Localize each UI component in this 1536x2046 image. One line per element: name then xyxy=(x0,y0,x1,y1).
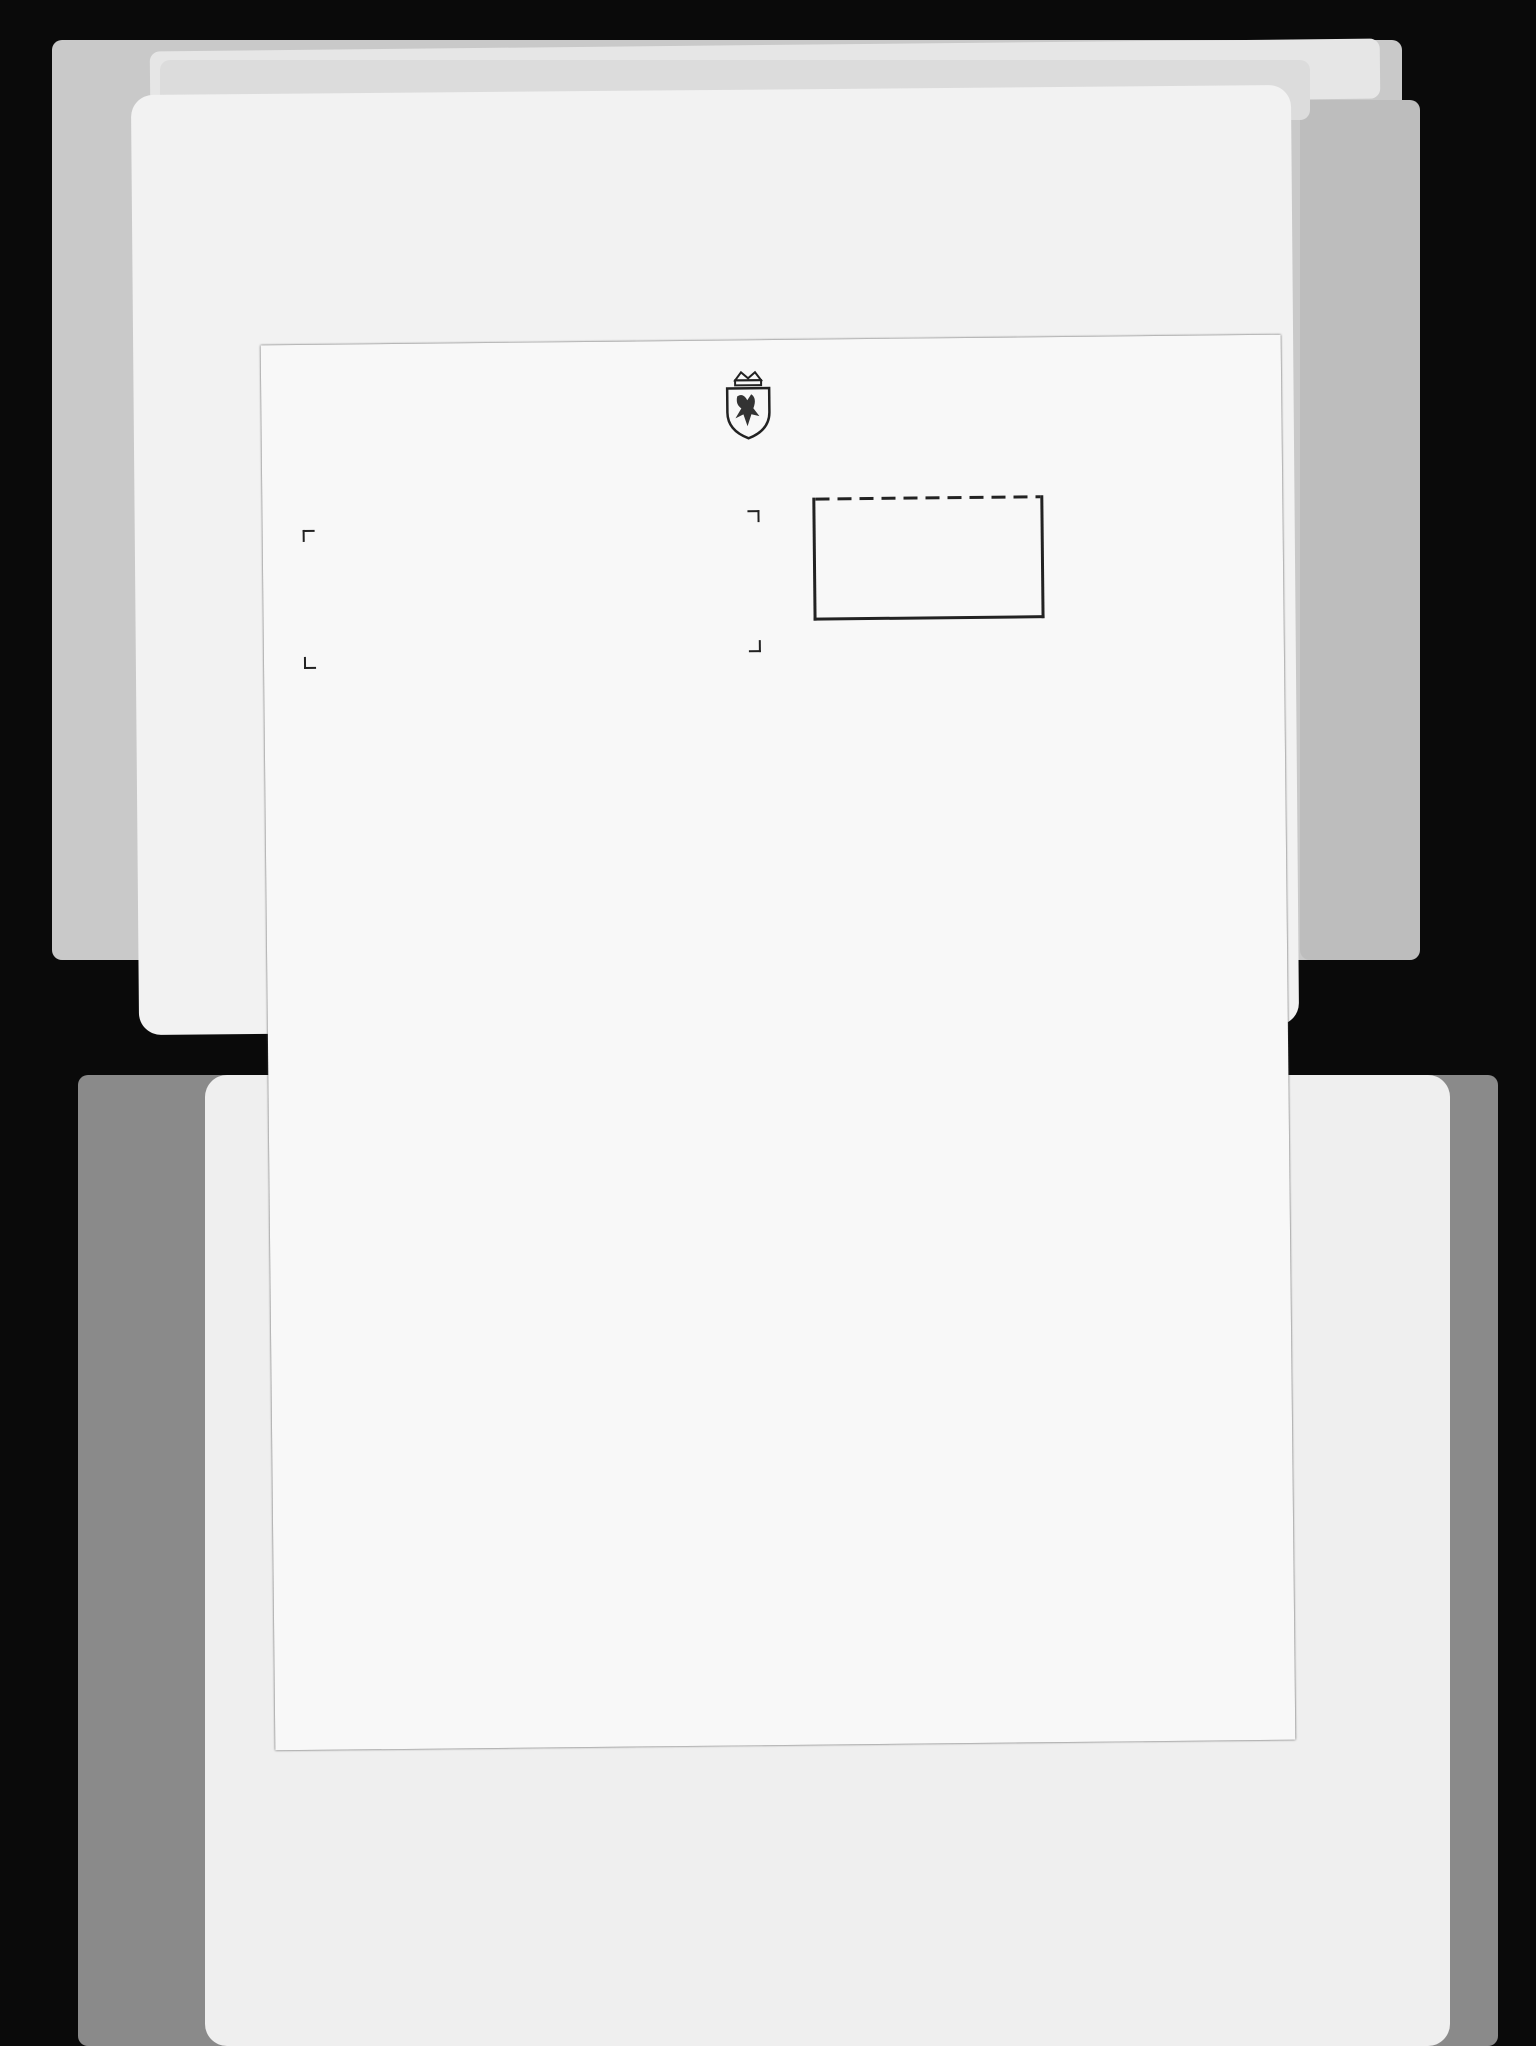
window-corner-tr xyxy=(747,510,759,522)
received-stamp xyxy=(812,495,1044,620)
window-corner-br xyxy=(749,640,761,652)
stamp-date xyxy=(815,503,1040,505)
window-corner-bl xyxy=(304,657,316,669)
window-corner-tl xyxy=(303,530,315,542)
letter-page xyxy=(261,335,1296,1751)
norway-coat-of-arms-icon xyxy=(721,370,776,441)
back-card-edge xyxy=(1300,100,1420,960)
